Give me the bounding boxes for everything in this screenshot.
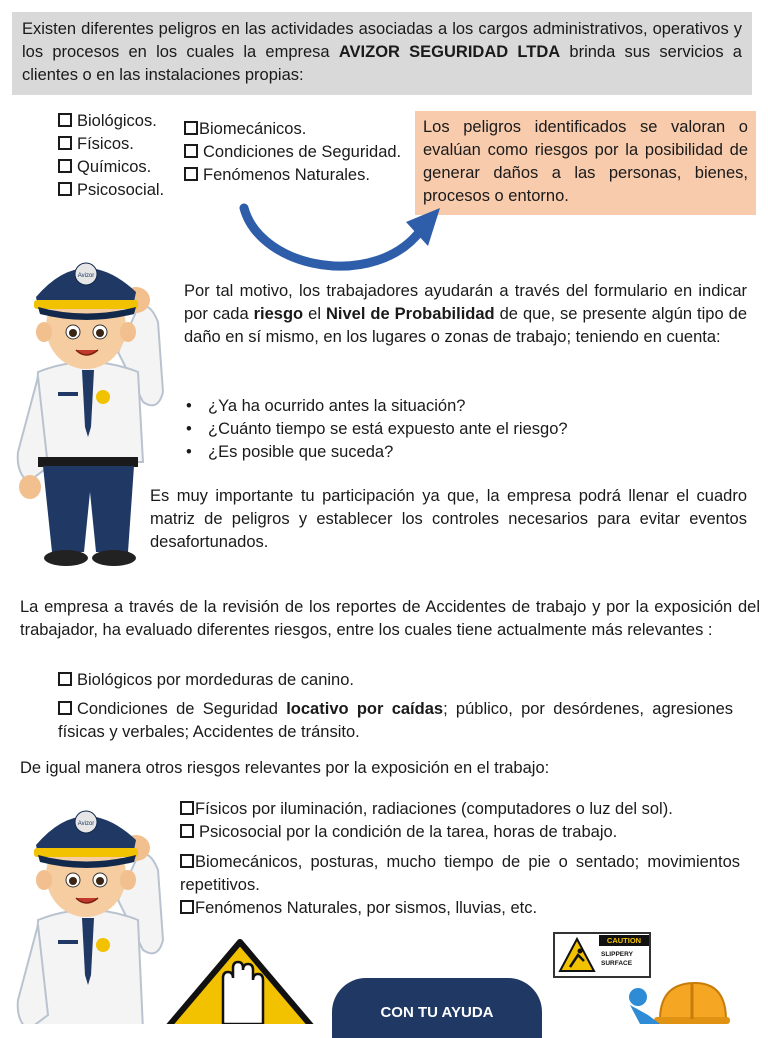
- security-guard-illustration: [8, 252, 170, 582]
- curved-arrow-icon: [236, 200, 446, 280]
- checkbox-icon: [58, 113, 72, 127]
- checkbox-icon: [58, 701, 72, 715]
- hazard-list-2: [184, 118, 401, 187]
- callout-box: Los peligros identificados se valoran o evalúan como riesgos por la posibilidad de generar daños a las personas, bienes, procesos o entorno.: [415, 111, 756, 215]
- cap-badge-text: Avizor: [77, 273, 95, 279]
- list-item: • ¿Cuánto tiempo se está expuesto ante el riesgo?: [184, 418, 747, 441]
- list-item: Fenómenos Naturales, por sismos, lluvias, etc.: [180, 897, 740, 920]
- caution-label: CAUTION: [599, 935, 649, 946]
- checkbox-icon: [180, 900, 194, 914]
- relevant-item-2: Condiciones de Seguridad locativo por caídas; público, por desórdenes, agresiones físicas y verbales; Accidentes de tránsito.: [58, 700, 734, 741]
- list-item: • ¿Es posible que suceda?: [184, 441, 747, 464]
- checkbox-icon: [184, 167, 198, 181]
- checkbox-icon: [180, 824, 194, 838]
- list-item: Fenómenos Naturales.: [184, 164, 401, 187]
- help-banner: [332, 978, 542, 1038]
- evaluated-paragraph: La empresa a través de la revisión de los reportes de Accidentes de trabajo y por la exposición del trabajador, ha evaluado diferentes riesgos, entre los cuales tiene actualmente más relevantes :: [20, 598, 760, 639]
- other-risks-intro: De igual manera otros riesgos relevantes por la exposición en el trabajo:: [20, 759, 550, 777]
- intro-text-end: brinda sus servicios a clientes o en las instalaciones propias:: [22, 43, 742, 84]
- hazard-list-1: [58, 110, 164, 202]
- list-item: Psicosocial por la condición de la tarea, horas de trabajo.: [180, 821, 740, 844]
- slippery-label: SLIPPERY SURFACE: [601, 951, 633, 967]
- list-item: Biomecánicos, posturas, mucho tiempo de pie o sentado; movimientos repetitivos.: [180, 853, 740, 894]
- cap-badge-text: Avizor: [77, 821, 95, 827]
- list-item: Biomecánicos.: [184, 118, 401, 141]
- checkbox-icon: [58, 182, 72, 196]
- motive-paragraph: Por tal motivo, los trabajadores ayudarán a través del formulario en indicar por cada riesgo el Nivel de Probabilidad de que, se presente algún tipo de daño en sí mismo, en los lugares o zonas de trabajo; teniendo en cuenta:: [184, 282, 748, 346]
- checkbox-icon: [58, 136, 72, 150]
- checkbox-icon: [180, 801, 194, 815]
- relevant-item-1: Biológicos por mordeduras de canino.: [58, 669, 733, 692]
- checkbox-icon: [184, 144, 198, 158]
- caution-sign: [553, 932, 651, 978]
- banner-text: CON TU AYUDA: [380, 1004, 494, 1021]
- security-guard-illustration-2: [8, 800, 170, 1024]
- slippery-warning-icon: [558, 937, 596, 973]
- checkbox-icon: [58, 672, 72, 686]
- list-item: Físicos.: [58, 133, 164, 156]
- list-item: • ¿Ya ha ocurrido antes la situación?: [184, 395, 747, 418]
- checkbox-icon: [180, 854, 194, 868]
- worker-hardhat-illustration: [620, 975, 730, 1024]
- stop-hand-warning-icon: [165, 938, 315, 1024]
- other-risks-list: [180, 798, 740, 920]
- intro-text: Existen diferentes peligros en las actividades asociadas a los cargos administrativos, operativos y los procesos en los cuales la empresa: [22, 20, 742, 61]
- list-item: Biológicos.: [58, 110, 164, 133]
- importance-paragraph: Es muy importante tu participación ya que, la empresa podrá llenar el cuadro matriz de peligros y establecer los controles necesarios para evitar eventos desafortunados.: [150, 487, 747, 551]
- checkbox-icon: [58, 159, 72, 173]
- list-item: Físicos por iluminación, radiaciones (computadores o luz del sol).: [180, 798, 740, 821]
- list-item: Condiciones de Seguridad.: [184, 141, 401, 164]
- questions-list: [184, 395, 747, 464]
- intro-paragraph: [12, 12, 752, 95]
- list-item: Psicosocial.: [58, 179, 164, 202]
- company-name: AVIZOR SEGURIDAD LTDA: [338, 43, 561, 61]
- list-item: Químicos.: [58, 156, 164, 179]
- checkbox-icon: [184, 121, 198, 135]
